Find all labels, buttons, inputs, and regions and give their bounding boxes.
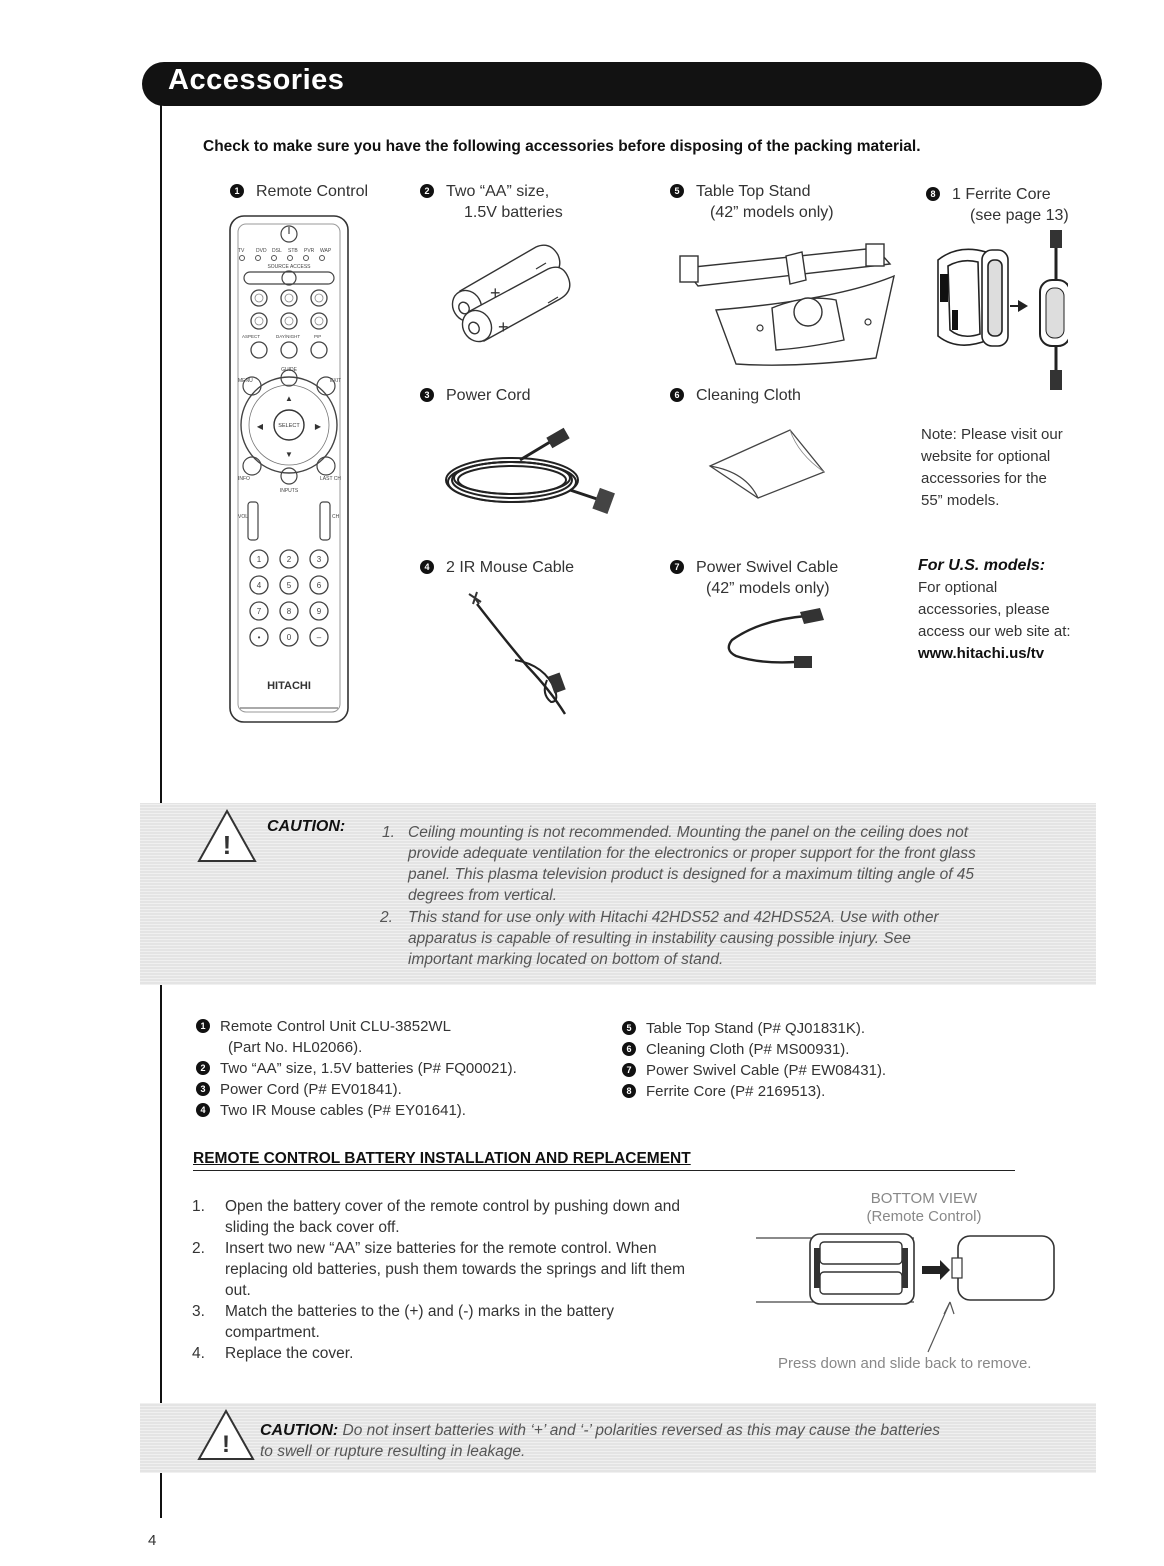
svg-text:▶: ▶ bbox=[314, 422, 322, 431]
step-line: compartment. bbox=[225, 1324, 320, 1341]
digit-dash: – bbox=[316, 633, 322, 642]
part-item bbox=[622, 1081, 886, 1102]
digit-4: 4 bbox=[256, 581, 262, 590]
power-swivel-cable-illustration bbox=[720, 606, 830, 670]
part-text: Two IR Mouse cables (P# EY01641). bbox=[220, 1102, 466, 1119]
accessory-label-power-cord bbox=[420, 385, 530, 406]
number-badge: 3 bbox=[420, 388, 434, 402]
note-line: accessories, please bbox=[918, 601, 1050, 618]
caution-line: This stand for use only with Hitachi 42HDS52 and 42HDS52A. Use with other bbox=[408, 909, 939, 926]
part-item bbox=[196, 1100, 517, 1121]
svg-text:!: ! bbox=[222, 1431, 230, 1458]
svg-text:▲: ▲ bbox=[285, 394, 293, 403]
intro-text: Check to make sure you have the following accessories before disposing of the packing material. bbox=[203, 138, 921, 155]
number-badge: 2 bbox=[196, 1061, 210, 1075]
aspect-label: ASPECT bbox=[242, 334, 261, 339]
step-line: Insert two new “AA” size batteries for the remote control. When bbox=[225, 1240, 657, 1257]
number-badge: 1 bbox=[230, 184, 244, 198]
step-3 bbox=[192, 1301, 752, 1343]
part-text: Ferrite Core (P# 2169513). bbox=[646, 1083, 826, 1100]
digit-5: 5 bbox=[286, 581, 292, 590]
info-label: INFO bbox=[238, 476, 250, 482]
battery-compartment-illustration bbox=[754, 1232, 1064, 1356]
caution-item-2 bbox=[380, 907, 939, 970]
part-text: (Part No. HL02066). bbox=[228, 1039, 363, 1056]
label-line: Table Top Stand bbox=[696, 183, 811, 200]
step-4 bbox=[192, 1343, 752, 1364]
label-line: 2 IR Mouse Cable bbox=[446, 559, 575, 576]
accessory-label-ir-mouse-cable bbox=[420, 557, 574, 578]
caution-line: important marking located on bottom of stand. bbox=[408, 951, 724, 968]
caution-item-number: 1. bbox=[382, 824, 395, 841]
part-item bbox=[622, 1060, 886, 1081]
plus-mark: + bbox=[490, 283, 501, 303]
step-line: replacing old batteries, push them towards the springs and lift them bbox=[225, 1261, 686, 1278]
us-models-title: For U.S. models: bbox=[918, 557, 1046, 574]
left-rule-bottom bbox=[160, 1470, 162, 1518]
number-badge: 8 bbox=[926, 187, 940, 201]
page-title: Accessories bbox=[168, 64, 345, 96]
note-line: For optional bbox=[918, 579, 998, 596]
number-badge: 5 bbox=[670, 184, 684, 198]
bottom-view-caption bbox=[824, 1190, 1024, 1226]
vol-label: VOL bbox=[238, 514, 249, 520]
cleaning-cloth-illustration bbox=[706, 426, 832, 502]
source-label-pvr: PVR bbox=[304, 248, 315, 254]
number-badge: 7 bbox=[622, 1063, 636, 1077]
part-item bbox=[196, 1016, 517, 1037]
number-badge: 6 bbox=[622, 1042, 636, 1056]
note-line: website for optional bbox=[921, 448, 1051, 465]
exit-label: EXIT bbox=[330, 378, 342, 384]
source-label-dvd: DVD bbox=[256, 248, 267, 254]
us-models-note bbox=[918, 555, 1071, 665]
pip-label: PIP bbox=[314, 334, 322, 339]
digit-8: 8 bbox=[286, 607, 292, 616]
battery-steps bbox=[192, 1196, 752, 1364]
accessory-label-batteries bbox=[420, 181, 563, 223]
step-number: 3. bbox=[192, 1303, 205, 1320]
source-labels: TV bbox=[238, 248, 245, 254]
number-badge: 2 bbox=[420, 184, 434, 198]
caution-label-2: CAUTION: bbox=[260, 1422, 339, 1439]
warning-triangle-icon bbox=[196, 808, 258, 864]
number-badge: 4 bbox=[420, 560, 434, 574]
digit-1: 1 bbox=[256, 555, 262, 564]
svg-text:◀: ◀ bbox=[256, 422, 264, 431]
number-badge: 5 bbox=[622, 1021, 636, 1035]
source-label-stb: STB bbox=[288, 248, 298, 254]
part-item bbox=[622, 1018, 886, 1039]
select-label: SELECT bbox=[278, 423, 300, 429]
number-badge: 6 bbox=[670, 388, 684, 402]
warning-triangle-icon bbox=[196, 1408, 256, 1462]
step-1 bbox=[192, 1196, 752, 1238]
caution-item-number: 2. bbox=[380, 909, 393, 926]
source-access-label: SOURCE ACCESS bbox=[267, 264, 311, 270]
label-line: (42” models only) bbox=[706, 580, 830, 597]
number-badge: 1 bbox=[196, 1019, 210, 1033]
caution-line: to swell or rupture resulting in leakage. bbox=[260, 1443, 526, 1460]
label-line: Power Swivel Cable bbox=[696, 559, 839, 576]
part-item bbox=[196, 1058, 517, 1079]
part-item bbox=[622, 1039, 886, 1060]
left-rule-middle bbox=[160, 985, 162, 1405]
day-night-label: DAY/NIGHT bbox=[276, 334, 301, 339]
parts-list-right bbox=[622, 1018, 886, 1102]
digit-6: 6 bbox=[316, 581, 322, 590]
press-caption: Press down and slide back to remove. bbox=[778, 1355, 1032, 1372]
section-rule bbox=[193, 1170, 1015, 1171]
step-number: 4. bbox=[192, 1345, 205, 1362]
step-line: out. bbox=[225, 1282, 251, 1299]
caution-line: apparatus is capable of resulting in instability causing possible injury. See bbox=[408, 930, 911, 947]
part-text: Power Cord (P# EV01841). bbox=[220, 1081, 402, 1098]
accessory-label-power-swivel-cable bbox=[670, 557, 838, 599]
step-line: Open the battery cover of the remote control by pushing down and bbox=[225, 1198, 680, 1215]
ir-mouse-cable-illustration bbox=[455, 590, 585, 720]
remote-control-illustration bbox=[224, 214, 354, 730]
caution-line: panel. This plasma television product is designed for a maximum tilting angle of 45 bbox=[408, 866, 975, 883]
part-text: Table Top Stand (P# QJ01831K). bbox=[646, 1020, 866, 1037]
label-line: Two “AA” size, bbox=[446, 183, 550, 200]
part-text: Cleaning Cloth (P# MS00931). bbox=[646, 1041, 850, 1058]
step-line: sliding the back cover off. bbox=[225, 1219, 400, 1236]
label-line: Cleaning Cloth bbox=[696, 387, 801, 404]
caution-line: provide adequate ventilation for the electronics or proper support for the front glass bbox=[408, 845, 976, 862]
source-label-wap: WAP bbox=[320, 248, 332, 254]
svg-text:▼: ▼ bbox=[285, 450, 293, 459]
number-badge: 8 bbox=[622, 1084, 636, 1098]
table-top-stand-illustration bbox=[676, 240, 910, 370]
battery-section-title: REMOTE CONTROL BATTERY INSTALLATION AND REPLACEMENT bbox=[193, 1150, 691, 1167]
svg-text:!: ! bbox=[222, 830, 232, 860]
note-line: access our web site at: bbox=[918, 623, 1071, 640]
digit-0: 0 bbox=[286, 633, 292, 642]
note-line: 55” models. bbox=[921, 492, 1000, 509]
page-number: 4 bbox=[148, 1532, 157, 1549]
step-2 bbox=[192, 1238, 752, 1301]
source-label-dsl: DSL bbox=[272, 248, 282, 254]
batteries-illustration bbox=[438, 233, 586, 353]
remote-brand-logo: HITACHI bbox=[267, 680, 311, 692]
website-link[interactable]: www.hitachi.us/tv bbox=[918, 645, 1045, 662]
number-badge: 4 bbox=[196, 1103, 210, 1117]
accessory-label-cleaning-cloth bbox=[670, 385, 801, 406]
caution-item-1 bbox=[382, 822, 976, 906]
accessory-label-ferrite-core bbox=[926, 184, 1069, 226]
note-line: accessories for the bbox=[921, 470, 1047, 487]
accessory-label-remote bbox=[230, 181, 368, 202]
part-item bbox=[196, 1079, 517, 1100]
label-line: (see page 13) bbox=[970, 207, 1069, 224]
part-text: Two “AA” size, 1.5V batteries (P# FQ00021). bbox=[220, 1060, 517, 1077]
part-text: Remote Control Unit CLU-3852WL bbox=[220, 1018, 451, 1035]
parts-list-left bbox=[196, 1016, 517, 1121]
step-number: 2. bbox=[192, 1240, 205, 1257]
ferrite-core-illustration bbox=[928, 230, 1068, 400]
digit-dot: • bbox=[257, 633, 261, 642]
part-text: Power Swivel Cable (P# EW08431). bbox=[646, 1062, 887, 1079]
input-label: INPUTS bbox=[279, 488, 299, 494]
label-line: Power Cord bbox=[446, 387, 531, 404]
digit-2: 2 bbox=[286, 555, 292, 564]
svg-text:+: + bbox=[498, 317, 509, 337]
caution-line: Ceiling mounting is not recommended. Mounting the panel on the ceiling does not bbox=[408, 824, 969, 841]
label-line: 1.5V batteries bbox=[464, 204, 563, 221]
caution-line: Do not insert batteries with ‘+’ and ‘-’ polarities reversed as this may cause the batteries bbox=[338, 1422, 941, 1439]
digit-3: 3 bbox=[316, 555, 322, 564]
menu-label: MENU bbox=[238, 378, 253, 384]
bottom-view-subtitle: (Remote Control) bbox=[866, 1208, 982, 1225]
website-note bbox=[921, 424, 1063, 512]
label-line: 1 Ferrite Core bbox=[952, 186, 1051, 203]
digit-7: 7 bbox=[256, 607, 262, 616]
step-number: 1. bbox=[192, 1198, 205, 1215]
caution-label-1: CAUTION: bbox=[267, 818, 346, 835]
bottom-view-title: BOTTOM VIEW bbox=[870, 1190, 978, 1207]
step-line: Replace the cover. bbox=[225, 1345, 354, 1362]
caution-line: degrees from vertical. bbox=[408, 887, 558, 904]
ch-label: CH bbox=[332, 514, 340, 520]
number-badge: 7 bbox=[670, 560, 684, 574]
step-line: Match the batteries to the (+) and (-) marks in the battery bbox=[225, 1303, 614, 1320]
left-rule-top bbox=[160, 104, 162, 804]
guide-label: GUIDE bbox=[281, 367, 297, 373]
label-line: (42” models only) bbox=[710, 204, 834, 221]
number-badge: 3 bbox=[196, 1082, 210, 1096]
power-cord-illustration bbox=[440, 420, 620, 520]
caution-text-2 bbox=[260, 1420, 1060, 1462]
last-ch-label: LAST CH bbox=[320, 476, 342, 482]
label-line: Remote Control bbox=[256, 183, 369, 200]
note-line: Note: Please visit our bbox=[921, 426, 1063, 443]
digit-9: 9 bbox=[316, 607, 322, 616]
accessory-label-table-top-stand bbox=[670, 181, 834, 223]
